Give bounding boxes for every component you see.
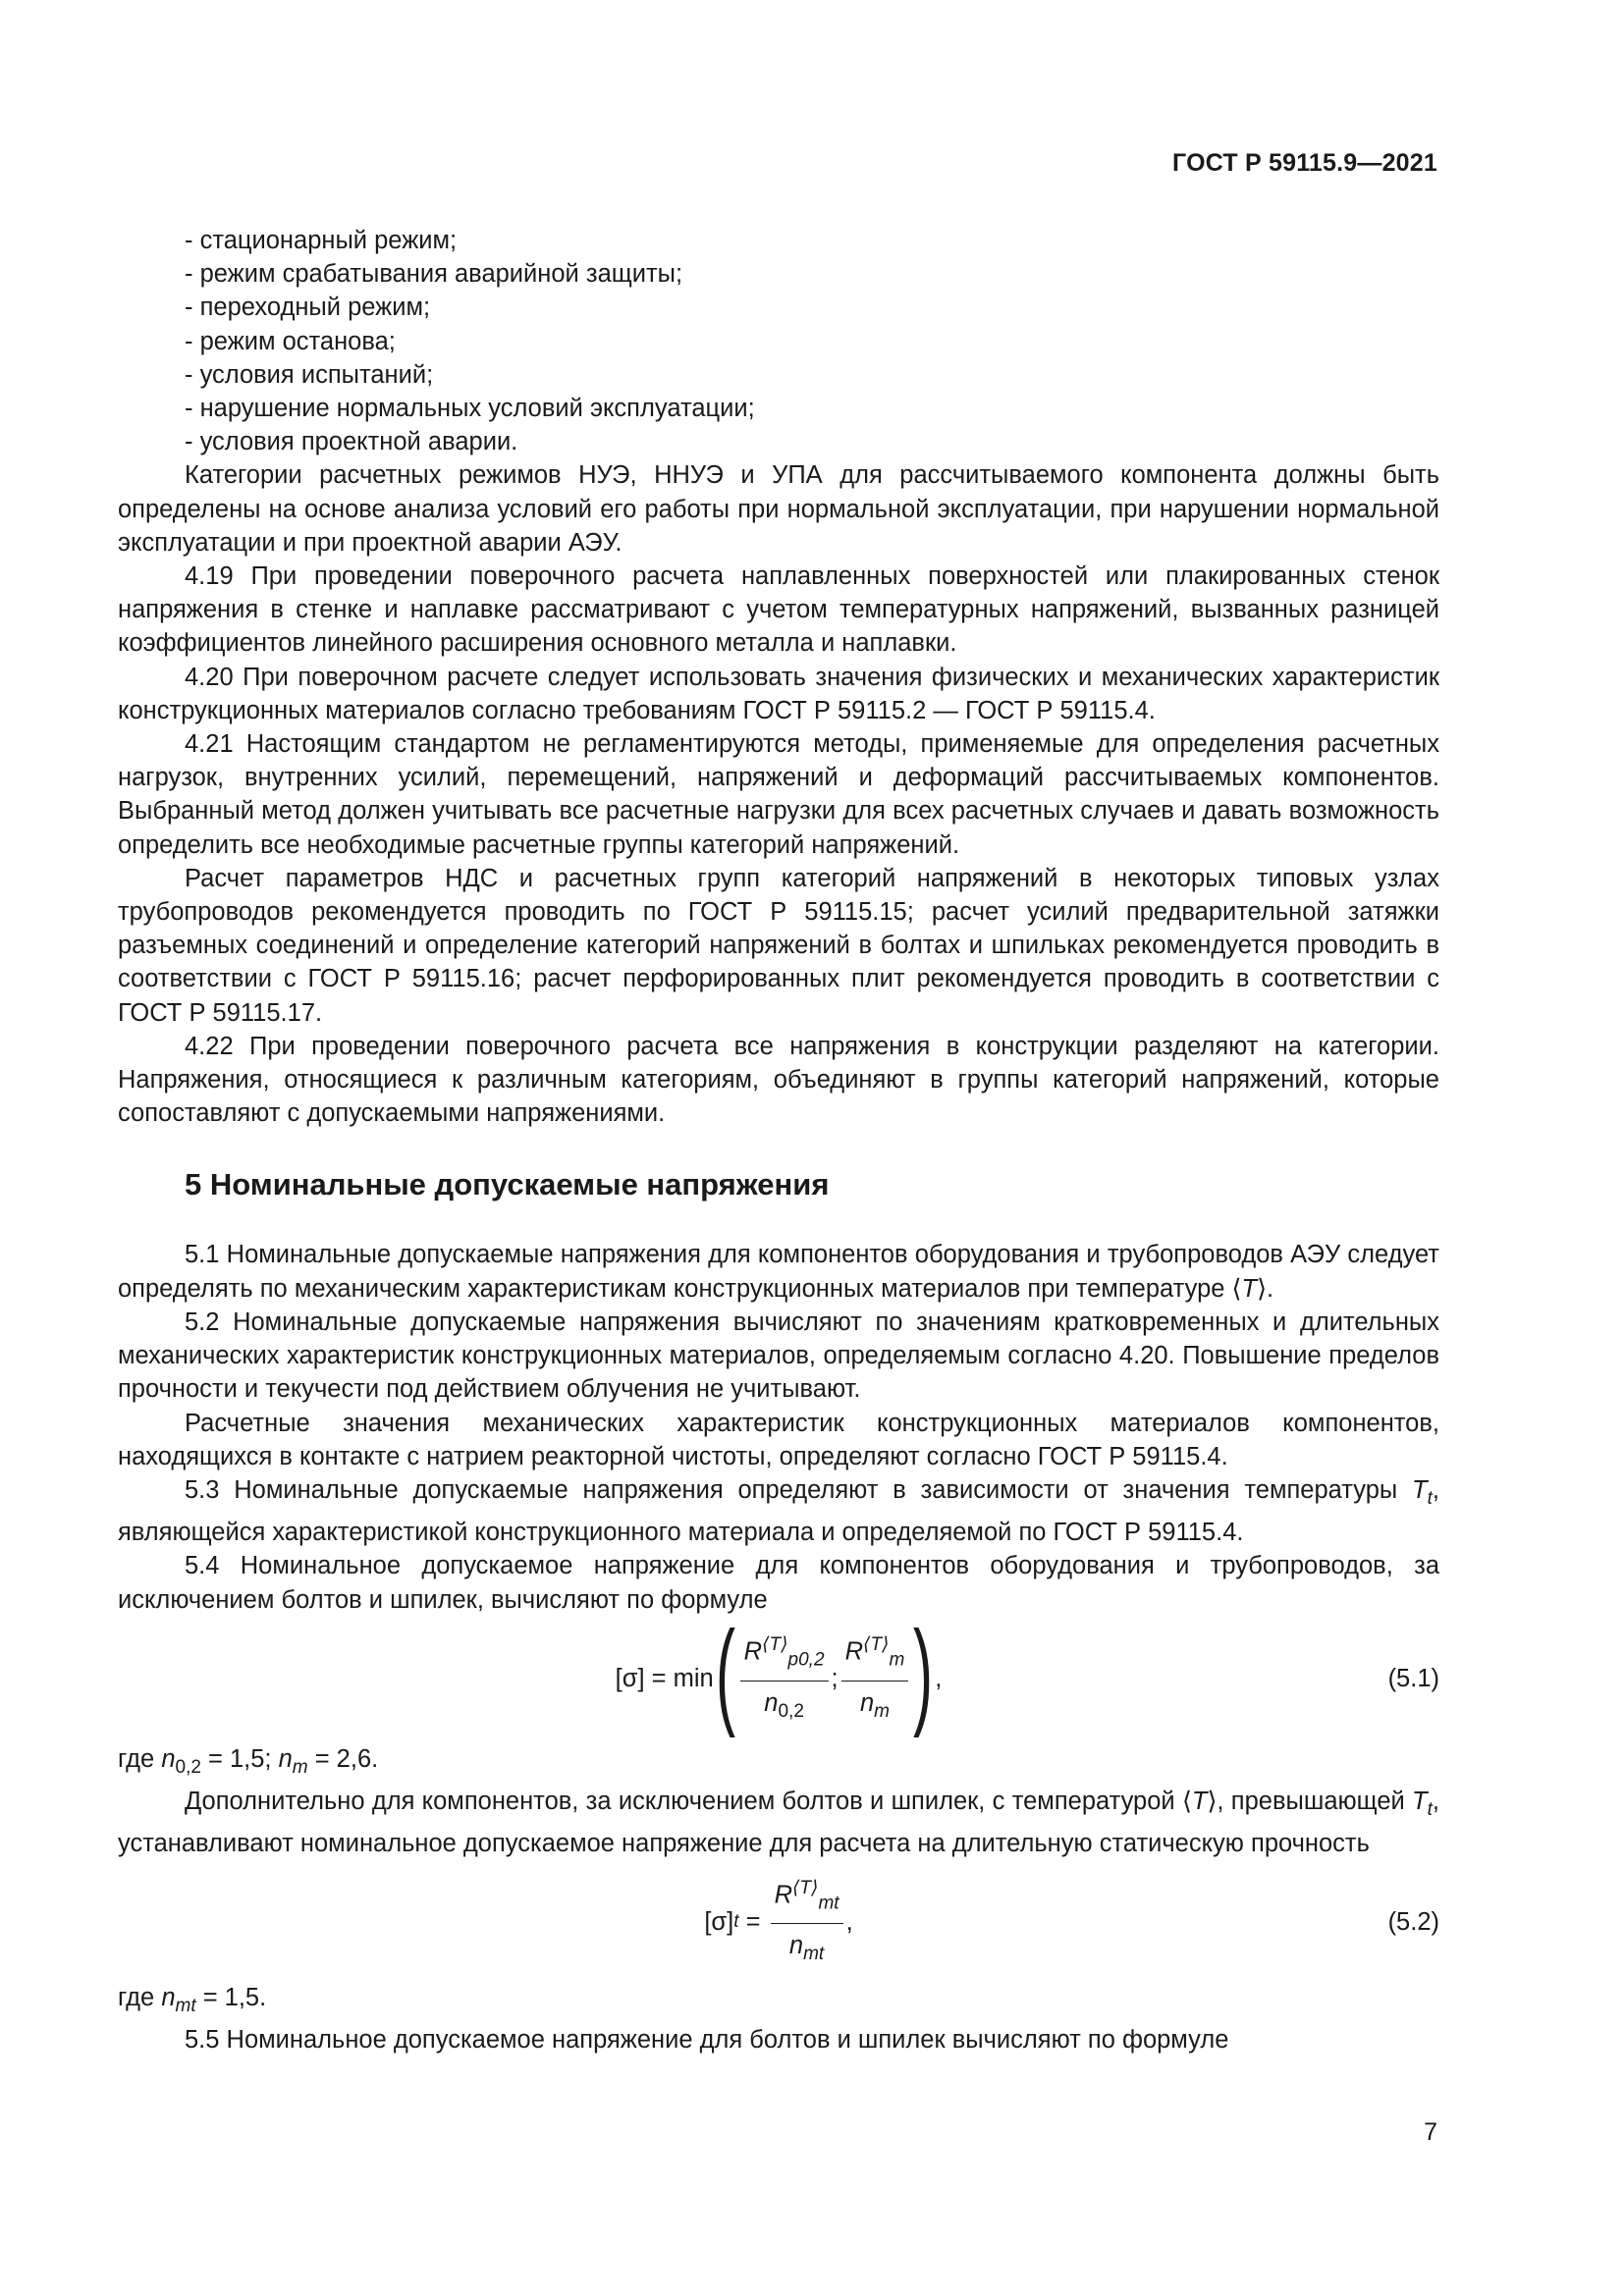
list-item: - режим останова;	[185, 327, 396, 355]
paragraph-4-21: 4.21 Настоящим стандартом не регламентируются методы, применяемые для определения расчетных нагрузок, внутренних усилий, перемещений, напряжений и деформаций рассчитываемых компонентов. Выбранный метод должен учитывать все расчетные нагрузки для всех расчетных случаев и давать возможность определить все необходимые расчетные группы категорий напряжений.	[118, 730, 1439, 859]
list-item: - условия проектной аварии.	[185, 428, 518, 456]
list-item: - режим срабатывания аварийной защиты;	[185, 260, 683, 289]
formula-5-2: [σ] t = $\frac{R^{⟨T⟩}_{mt}}{n_{mt}}$ , (5.2)	[118, 1869, 1439, 1975]
equation-number-5-1: (5.1)	[1387, 1664, 1439, 1692]
paragraph-calc-values: Расчетные значения механических характеристик конструкционных материалов компонентов, находящихся в контакте с натрием реакторной чистоты, определяют согласно ГОСТ Р 59115.4.	[118, 1409, 1439, 1470]
document-header-id: ГОСТ Р 59115.9—2021	[1172, 149, 1437, 177]
equation-number-5-2: (5.2)	[1387, 1907, 1439, 1936]
list-item: - стационарный режим;	[185, 227, 458, 254]
paragraph-4-22: 4.22 При проведении поверочного расчета все напряжения в конструкции разделяют на категории. Напряжения, относящиеся к различным категориям, объединяют в группы категорий напряжений, которые сопоставляют с допускаемыми напряжениями.	[118, 1032, 1439, 1128]
list-item: - нарушение нормальных условий эксплуатации;	[185, 395, 755, 423]
formula-5-1: [σ] = min ( $\frac{R^{⟨T⟩}_{p0,2}}{n_{0,2}}$ ; $\frac{R^{⟨T⟩}_m}{n_m}$ ) , (5.1)	[615, 1606, 1439, 1738]
paragraph-5-3: 5.3 Номинальные допускаемые напряжения определяют в зависимости от значения температуры $T_t$, являющейся характеристикой конструкционного материала и определяемой по ГОСТ Р 59115.4.	[118, 1475, 1439, 1547]
paragraph-5-5: 5.5 Номинальное допускаемое напряжение для болтов и шпилек вычисляют по формуле	[185, 2025, 1229, 2054]
paragraph-where-1: где $n_{0,2} = 1,5$; $n_m = 2,6$.	[118, 1744, 379, 1778]
right-paren: )	[913, 1606, 934, 1738]
document-body	[118, 224, 1439, 2056]
paragraph-ndc: Расчет параметров НДС и расчетных групп категорий напряжений в некоторых типовых узлах трубопроводов рекомендуется проводить по ГОСТ Р 59115.15; расчет усилий предварительной затяжки разъемных соединений и определение категорий напряжений в болтах и шпильках рекомендуется проводить в соответствии с ГОСТ Р 59115.16; расчет перфорированных плит рекомендуется проводить в соответствии с ГОСТ Р 59115.17.	[118, 864, 1439, 1027]
section-5-heading: 5 Номинальные допускаемые напряжения	[185, 1167, 830, 1202]
left-paren: (	[715, 1606, 735, 1738]
paragraph-4-20: 4.20 При поверочном расчете следует использовать значения физических и механических характеристик конструкционных материалов согласно требованиям ГОСТ Р 59115.2 — ГОСТ Р 59115.4.	[118, 663, 1439, 724]
paragraph-5-4: 5.4 Номинальное допускаемое напряжение для компонентов оборудования и трубопроводов, за исключением болтов и шпилек, вычисляют по формуле	[118, 1552, 1439, 1614]
paragraph-5-1: 5.1 Номинальные допускаемые напряжения для компонентов оборудования и трубопроводов АЭУ следует определять по механическим характеристикам конструкционных материалов при температуре ⟨T⟩.	[118, 1241, 1439, 1303]
page-number: 7	[1424, 2118, 1437, 2146]
paragraph-5-2: 5.2 Номинальные допускаемые напряжения вычисляют по значениям кратковременных и длительных механических характеристик конструкционных материалов, определяемым согласно 4.20. Повышение пределов прочности и текучести под действием облучения не учитывают.	[118, 1308, 1439, 1404]
list-item: - условия испытаний;	[185, 360, 434, 389]
paragraph-4-19: 4.19 При проведении поверочного расчета наплавленных поверхностей или плакированных стенок напряжения в стенке и наплавке рассматривают с учетом температурных напряжений, вызванных разницей коэффициентов линейного расширения основного металла и наплавки.	[118, 562, 1439, 658]
paragraph-additional: Дополнительно для компонентов, за исключением болтов и шпилек, с температурой ⟨T⟩, превышающей $T_t$, устанавливают номинальное допускаемое напряжение для расчета на длительную статическую прочность	[118, 1788, 1439, 1858]
paragraph-categories: Категории расчетных режимов НУЭ, ННУЭ и УПА для рассчитываемого компонента должны быть определены на основе анализа условий его работы при нормальной эксплуатации, при нарушении нормальной эксплуатации и при проектной аварии АЭУ.	[118, 461, 1439, 557]
list-item: - переходный режим;	[185, 294, 431, 322]
paragraph-where-2: где $n_{mt} = 1,5$.	[118, 1983, 267, 2016]
